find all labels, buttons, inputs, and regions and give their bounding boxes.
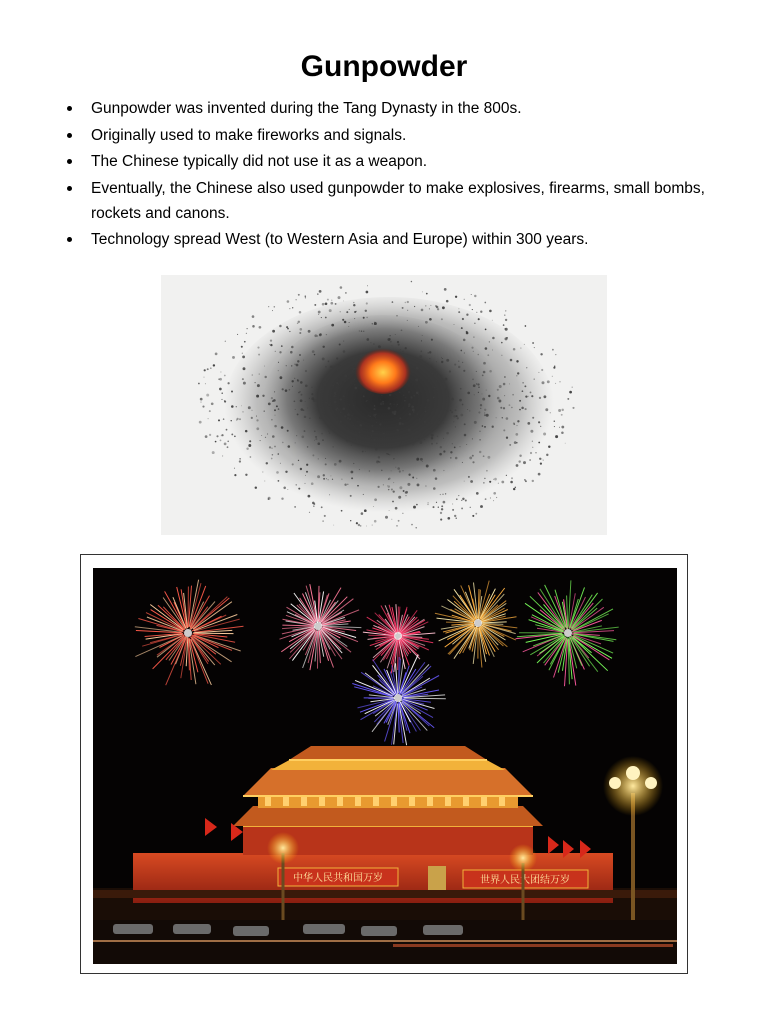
bullet-icon xyxy=(67,186,72,191)
banner-right-text: 世界人民大团结万岁 xyxy=(480,875,570,886)
bullet-item xyxy=(66,96,706,121)
bullet-list xyxy=(66,96,706,254)
bullet-icon xyxy=(67,159,72,164)
bullet-text: Eventually, the Chinese also used gunpowder to make explosives, firearms, small bombs, rockets and canons. xyxy=(91,179,705,222)
bullet-item xyxy=(66,149,706,174)
gunpowder-pile-photo-icon xyxy=(161,275,607,535)
banner-left-text: 中华人民共和国万岁 xyxy=(293,873,383,884)
bullet-text: Originally used to make fireworks and signals. xyxy=(91,126,407,144)
bullet-item xyxy=(66,176,706,226)
bullet-item xyxy=(66,227,706,252)
page-title: Gunpowder xyxy=(300,50,468,83)
bullet-icon xyxy=(67,106,72,111)
gunpowder-pile-image xyxy=(161,275,607,535)
bullet-text: The Chinese typically did not use it as a weapon. xyxy=(91,153,428,170)
fireworks-gate-image xyxy=(93,568,677,964)
fireworks-photo-frame xyxy=(80,554,688,974)
bullet-icon xyxy=(67,133,72,138)
bullet-text: Gunpowder was invented during the Tang Dynasty in the 800s. xyxy=(91,100,522,117)
bullet-text: Technology spread West (to Western Asia and Europe) within 300 years. xyxy=(91,231,589,248)
bullet-item xyxy=(66,123,706,148)
tiananmen-fireworks-photo-icon xyxy=(93,568,677,964)
bullet-icon xyxy=(67,237,72,242)
